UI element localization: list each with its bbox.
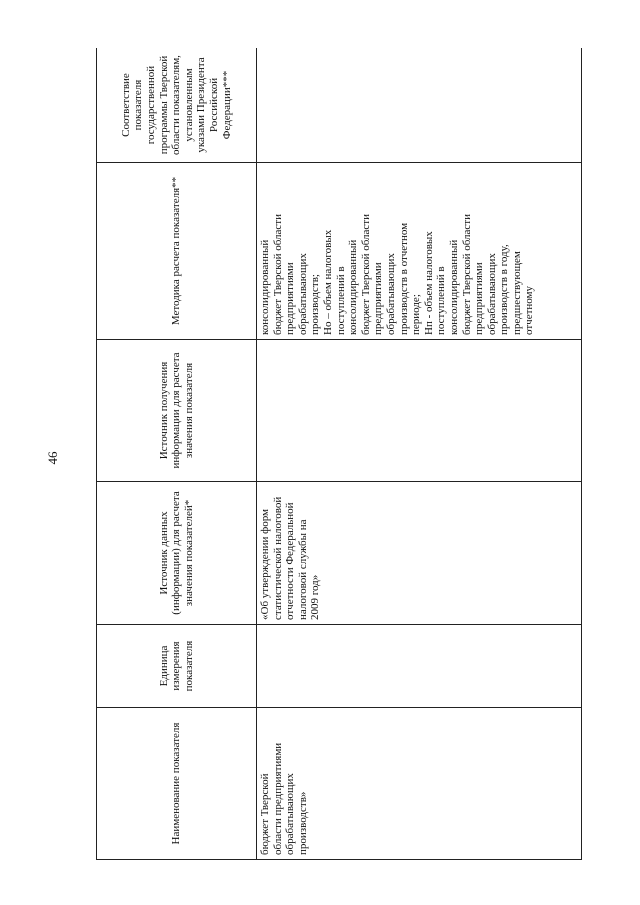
header-indicator-name: Наименование показателя bbox=[97, 708, 257, 860]
page-number: 46 bbox=[45, 451, 60, 465]
method-line: предшествующем bbox=[510, 251, 523, 335]
method-line: консолидированный bbox=[259, 239, 271, 335]
method-line: производств; bbox=[309, 274, 322, 335]
cell-method bbox=[257, 163, 582, 340]
method-line: обрабатывающих bbox=[296, 253, 309, 335]
method-line: поступлений в bbox=[334, 266, 347, 335]
rotated-table-sheet bbox=[96, 48, 582, 860]
indicator-table bbox=[96, 48, 582, 860]
data-source-line: 2009 год» bbox=[309, 574, 322, 620]
data-source-line: налоговой службы на bbox=[296, 519, 309, 620]
method-line: производств в году, bbox=[498, 244, 511, 335]
method-line: бюджет Тверской области bbox=[359, 213, 372, 335]
table-header-row bbox=[97, 48, 257, 860]
header-data-source: Источник данных (информации) для расчета значения показателей* bbox=[97, 482, 257, 625]
method-line: консолидированный bbox=[447, 239, 460, 335]
cell-data-source bbox=[257, 482, 582, 625]
name-line: производств» bbox=[296, 791, 309, 855]
name-line: области предприятиями bbox=[271, 742, 284, 855]
data-source-line: «Об утверждении форм bbox=[259, 508, 271, 620]
method-line: обрабатывающих bbox=[485, 253, 498, 335]
name-line: обрабатывающих bbox=[284, 773, 297, 855]
method-line: производств в отчетном bbox=[397, 222, 410, 335]
method-line: бюджет Тверской области bbox=[271, 213, 284, 335]
method-line: поступлений в bbox=[435, 266, 448, 335]
method-line: Но – объем налоговых bbox=[321, 229, 334, 335]
cell-info-source bbox=[257, 340, 582, 482]
header-compliance: Соответствие показателя государственной программы Тверской области показателям, установленным указами Президента Российской Федерации*** bbox=[97, 48, 257, 163]
table-row bbox=[257, 48, 582, 860]
data-source-line: отчетности Федеральной bbox=[284, 502, 297, 620]
data-source-line: статистической налоговой bbox=[271, 496, 284, 620]
cell-indicator-name bbox=[257, 708, 582, 860]
method-line: обрабатывающих bbox=[384, 253, 397, 335]
method-line: отчетному bbox=[523, 285, 536, 335]
header-unit: Единица измерения показателя bbox=[97, 625, 257, 708]
method-line: предприятиями bbox=[372, 262, 385, 335]
name-line: бюджет Тверской bbox=[259, 773, 271, 855]
rotated-table-container bbox=[96, 48, 582, 860]
method-line: Нп - объем налоговых bbox=[422, 231, 435, 335]
method-line: консолидированный bbox=[347, 239, 360, 335]
header-method: Методика расчета показателя** bbox=[97, 163, 257, 340]
method-line: периоде; bbox=[410, 294, 423, 335]
cell-compliance bbox=[257, 48, 582, 163]
method-line: предприятиями bbox=[473, 262, 486, 335]
cell-unit bbox=[257, 625, 582, 708]
method-line: бюджет Тверской области bbox=[460, 213, 473, 335]
method-line: предприятиями bbox=[284, 262, 297, 335]
header-info-source: Источник получения информации для расчета значения показателя bbox=[97, 340, 257, 482]
